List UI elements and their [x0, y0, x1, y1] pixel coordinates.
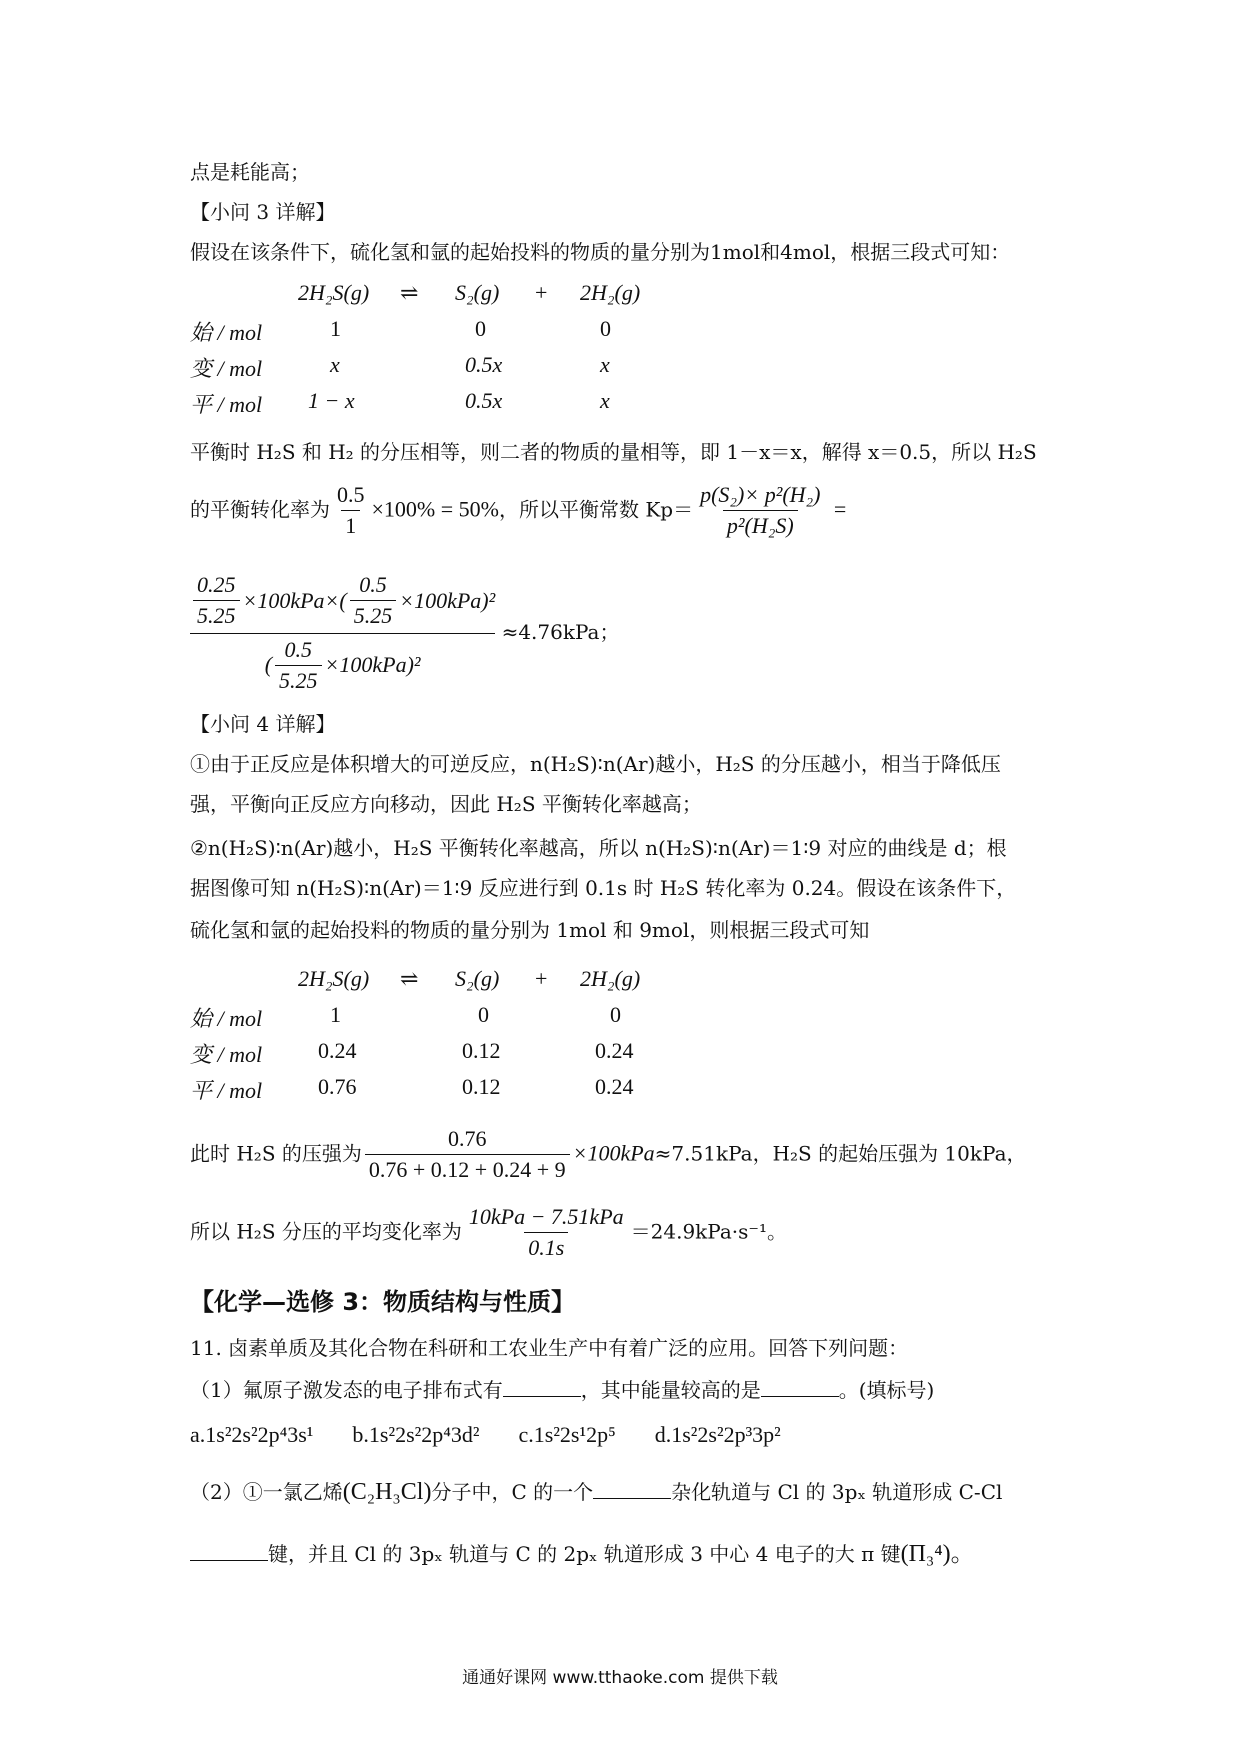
cell: 0.12: [462, 1074, 501, 1099]
option-d: d.1s²2s²2p³3p²: [654, 1422, 781, 1447]
formula: (C₂H₃Cl): [342, 1479, 432, 1505]
text-line: 平衡时 H₂S 和 H₂ 的分压相等，则二者的物质的量相等，即 1－x＝x，解得 x＝0.5，所以 H₂S: [190, 440, 1037, 464]
reaction-product-1: S₂(g): [455, 966, 500, 991]
fraction: $\frac{\text{10kPa − 7.51kPa}}{0.1s}$: [468, 1204, 624, 1261]
equals: =: [833, 496, 847, 522]
row-label: 平 / mol: [190, 1078, 263, 1103]
cell: x: [330, 352, 340, 377]
option-b: b.1s²2s²2p⁴3d²: [352, 1422, 480, 1447]
conversion-line: [190, 482, 846, 540]
cell: 1: [330, 1002, 341, 1027]
cell: 0: [475, 316, 486, 341]
cell: 0: [478, 1002, 489, 1027]
fraction: $\frac{0.25}{5.25}$: [193, 572, 240, 630]
cell: 0.24: [595, 1074, 634, 1099]
answer-blank[interactable]: [190, 1542, 268, 1561]
pressure-line: [190, 1126, 1027, 1184]
fraction: $\frac{0.76}{0.76 + 0.12 + 0.24 + 9}$: [365, 1126, 570, 1184]
reaction-product-2: 2H₂(g): [580, 280, 641, 305]
text-line: 硫化氢和氩的起始投料的物质的量分别为 1mol 和 9mol，则根据三段式可知: [190, 918, 870, 942]
text-line: 假设在该条件下，硫化氢和氩的起始投料的物质的量分别为1mol和4mol，根据三段式可知：: [190, 240, 1011, 264]
fraction: $\frac{0.5}{1}$: [337, 482, 365, 539]
reaction-reactant: 2H₂S(g): [298, 280, 370, 305]
math-text: ×100kPa: [572, 1140, 655, 1166]
row-label: 始 / mol: [190, 1006, 263, 1031]
pi-bond-symbol: (Π₃⁴)。: [900, 1541, 975, 1567]
text: 此时 H₂S 的压强为: [190, 1141, 362, 1166]
reaction-plus: +: [535, 280, 548, 305]
section-title: 【化学—选修 3：物质结构与性质】: [190, 1288, 576, 1316]
question-11-part-2-cont: 键，并且 Cl 的 3pₓ 轨道与 C 的 2pₓ 轨道形成 3 中心 4 电子的大 π 键(Π₃⁴)。: [190, 1540, 975, 1569]
cell: 1 − x: [308, 388, 355, 413]
cell: 0.24: [595, 1038, 634, 1063]
reaction-product-2: 2H₂(g): [580, 966, 641, 991]
cell: 0.12: [462, 1038, 501, 1063]
text: ＝24.9kPa·s⁻¹。: [630, 1219, 787, 1244]
row-label: 变 / mol: [190, 1042, 263, 1067]
cell: x: [600, 352, 610, 377]
cell: x: [600, 388, 610, 413]
cell: 0.76: [318, 1074, 357, 1099]
question-11-part-2: （2）①一氯乙烯(C₂H₃Cl)分子中，C 的一个 杂化轨道与 Cl 的 3pₓ 轨道形成 C-Cl: [190, 1479, 1003, 1505]
question-11: 11. 卤素单质及其化合物在科研和工农业生产中有着广泛的应用。回答下列问题：: [190, 1336, 909, 1360]
cell: 1: [330, 316, 341, 341]
rate-line: [190, 1204, 787, 1262]
option-c: c.1s²2s¹2p⁵: [518, 1422, 616, 1447]
cell: 0.5x: [465, 352, 503, 377]
reaction-plus: +: [535, 966, 548, 991]
reaction-product-1: S₂(g): [455, 280, 500, 305]
kp-fraction: $\frac{\text{p(S₂)× p²(H₂)}}{\text{p²(H₂S)}}$: [700, 482, 821, 539]
kp-calculation: [190, 572, 619, 695]
subquestion-3-heading: 【小问 3 详解】: [190, 200, 336, 224]
text: 的平衡转化率为: [190, 497, 330, 522]
row-label: 平 / mol: [190, 392, 263, 417]
math-text: ×100% = 50%: [371, 496, 499, 522]
reaction-arrow: ⇌: [400, 280, 419, 305]
text: ≈7.51kPa，H₂S 的起始压强为 10kPa，: [654, 1141, 1027, 1166]
reaction-arrow: ⇌: [400, 966, 419, 991]
answer-blank[interactable]: [761, 1378, 839, 1397]
fraction: $\frac{0.5}{5.25}$: [350, 572, 397, 630]
footer: 通通好课网 www.tthaoke.com 提供下载: [462, 1668, 778, 1688]
options-row: [190, 1422, 781, 1448]
cell: 0: [600, 316, 611, 341]
text-line: ②n(H₂S)∶n(Ar)越小，H₂S 平衡转化率越高，所以 n(H₂S)∶n(Ar)＝1∶9 对应的曲线是 d；根: [190, 836, 1007, 860]
reaction-reactant: 2H₂S(g): [298, 966, 370, 991]
subquestion-4-heading: 【小问 4 详解】: [190, 712, 336, 736]
text: 所以 H₂S 分压的平均变化率为: [190, 1219, 462, 1244]
text-line: 据图像可知 n(H₂S)∶n(Ar)＝1∶9 反应进行到 0.1s 时 H₂S 转化率为 0.24。假设在该条件下，: [190, 876, 1017, 900]
fraction: $\frac{0.5}{5.25}$: [275, 637, 322, 695]
row-label: 变 / mol: [190, 356, 263, 381]
cell: 0: [610, 1002, 621, 1027]
text-line: ①由于正反应是体积增大的可逆反应，n(H₂S)∶n(Ar)越小，H₂S 的分压越小，相当于降低压: [190, 752, 1001, 776]
result: ≈4.76kPa；: [501, 619, 620, 644]
text: ，所以平衡常数 Kp＝: [498, 497, 694, 522]
big-fraction: $\frac{0.25}{5.25}$ ×100kPa×( $\frac{0.5}{5.25}$ ×100kPa)² ( $\frac{0.5}{5.25}$ ×100kPa)²: [190, 572, 495, 695]
answer-blank[interactable]: [503, 1378, 581, 1397]
answer-blank[interactable]: [593, 1480, 671, 1499]
question-11-part-1: （1）氟原子激发态的电子排布式有 ，其中能量较高的是 。(填标号): [190, 1378, 935, 1402]
row-label: 始 / mol: [190, 320, 263, 345]
text-line: 强，平衡向正反应方向移动，因此 H₂S 平衡转化率越高；: [190, 792, 702, 816]
cell: 0.5x: [465, 388, 503, 413]
cell: 0.24: [318, 1038, 357, 1063]
option-a: a.1s²2s²2p⁴3s¹: [190, 1422, 314, 1447]
text-line: 点是耗能高；: [190, 160, 310, 184]
